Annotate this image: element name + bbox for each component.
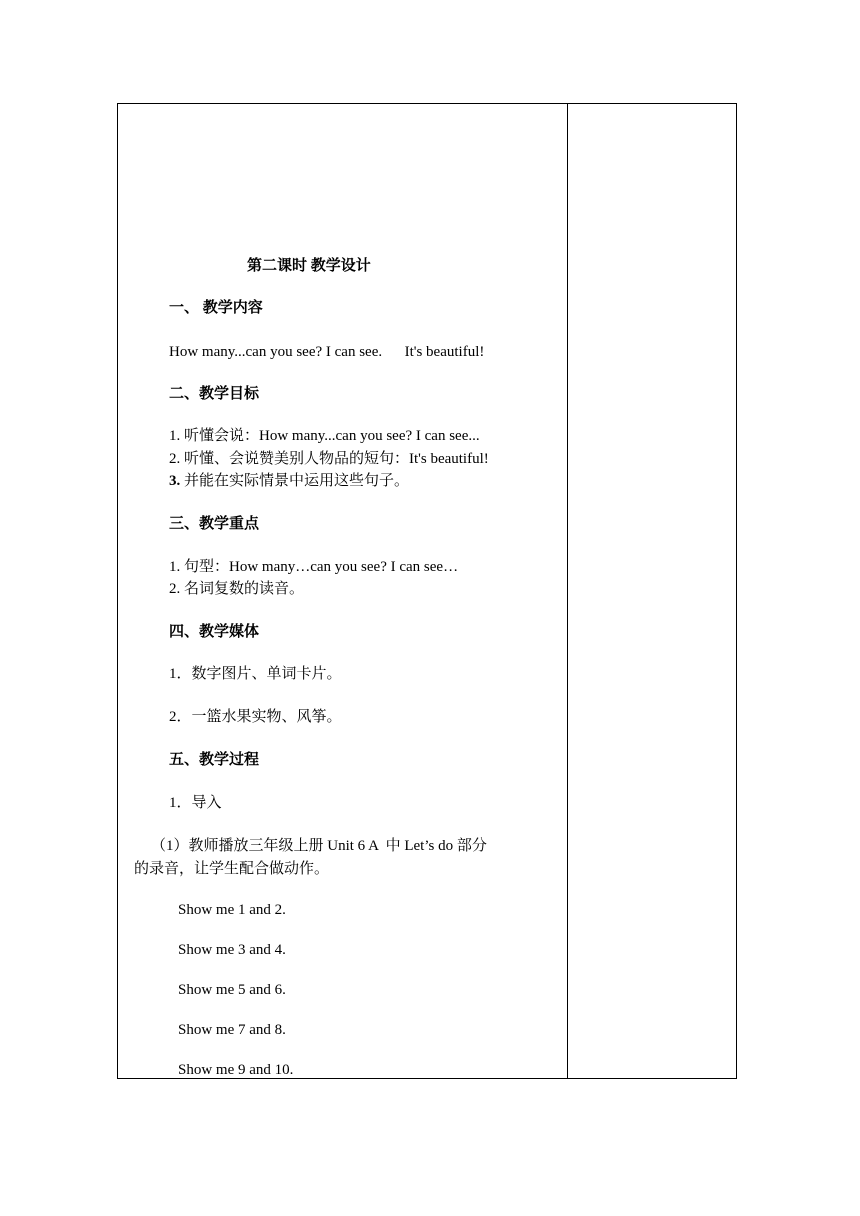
section-3-item: 1. 句型：How many…can you see? I can see… xyxy=(169,559,459,575)
show-me-line: Show me 7 and 8. xyxy=(178,1022,286,1038)
section-5-paragraph-line: （1）教师播放三年级上册 Unit 6 A 中 Let’s do 部分 xyxy=(151,838,487,854)
section-2-heading: 二、教学目标 xyxy=(169,386,260,402)
show-me-line: Show me 9 and 10. xyxy=(178,1062,294,1078)
section-5-step-1: 1．导入 xyxy=(169,795,222,811)
section-4-heading: 四、教学媒体 xyxy=(169,624,260,640)
section-4-item: 2．一篮水果实物、风筝。 xyxy=(169,709,342,725)
show-me-line: Show me 5 and 6. xyxy=(178,982,286,998)
section-5-heading: 五、教学过程 xyxy=(169,752,260,768)
show-me-line: Show me 1 and 2. xyxy=(178,902,286,918)
section-1-heading: 一、 教学内容 xyxy=(169,300,263,316)
section-3-heading: 三、教学重点 xyxy=(169,516,260,532)
column-divider xyxy=(567,103,568,1079)
section-3-item: 2. 名词复数的读音。 xyxy=(169,581,305,597)
section-1-content: How many...can you see? I can see. It's beautiful! xyxy=(169,344,485,360)
section-4-item: 1．数字图片、单词卡片。 xyxy=(169,666,342,682)
section-2-item: 1. 听懂会说：How many...can you see? I can see... xyxy=(169,428,480,444)
item-3-number: 3. xyxy=(169,473,181,489)
section-5-paragraph-line: 的录音，让学生配合做动作。 xyxy=(134,861,330,877)
section-2-item: 2. 听懂、会说赞美别人物品的短句：It's beautiful! xyxy=(169,451,489,467)
show-me-line: Show me 3 and 4. xyxy=(178,942,286,958)
section-2-item xyxy=(169,471,409,491)
item-3-text: 并能在实际情景中运用这些句子。 xyxy=(180,473,410,489)
page-title: 第二课时 教学设计 xyxy=(247,258,371,274)
